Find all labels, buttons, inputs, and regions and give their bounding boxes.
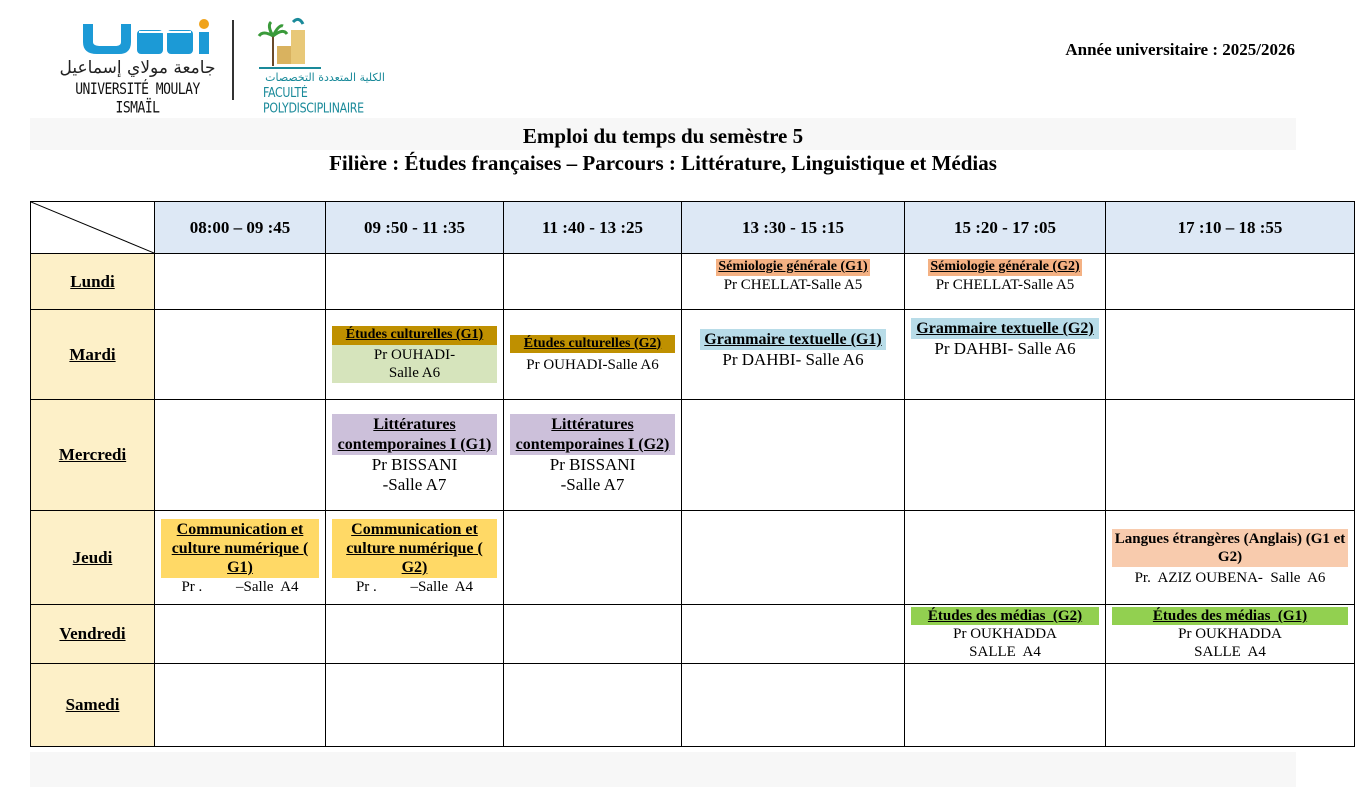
course-room: Salle A6 [388, 364, 441, 381]
day-lundi: Lundi [31, 254, 155, 310]
faculty-palm-logo-icon [255, 16, 325, 72]
course-title: Littératures contemporaines I (G1) [332, 414, 497, 454]
empty-cell [326, 254, 504, 310]
empty-cell [682, 400, 905, 511]
course-title: Communication et culture numérique ( G2) [332, 519, 497, 579]
empty-cell [1106, 310, 1355, 400]
course-professor: Pr OUKHADDA [953, 626, 1057, 642]
empty-cell [504, 605, 682, 664]
course-info: Pr . –Salle A4 [181, 579, 299, 596]
course-cell [1106, 511, 1355, 605]
course-title: Littératures contemporaines I (G2) [510, 414, 675, 454]
empty-cell [1106, 664, 1355, 747]
empty-cell [905, 664, 1106, 747]
empty-cell [326, 605, 504, 664]
empty-cell [155, 400, 326, 511]
faculty-latin-name: FACULTÉ POLYDISCIPLINAIRE [263, 85, 364, 117]
course-professor: Pr BISSANI [371, 454, 458, 474]
empty-cell [155, 254, 326, 310]
course-info: Pr OUHADI-Salle A6 [526, 357, 659, 374]
course-info: Pr DAHBI- Salle A6 [934, 339, 1076, 359]
empty-cell [326, 664, 504, 747]
empty-cell [155, 605, 326, 664]
time-slot-2: 09 :50 - 11 :35 [326, 202, 504, 254]
course-title: Études des médias (G1) [1112, 607, 1348, 625]
course-room: SALLE A4 [969, 644, 1041, 660]
course-title: Grammaire textuelle (G1) [700, 329, 885, 350]
umi-logo-icon [79, 18, 229, 58]
course-room: -Salle A7 [560, 475, 625, 495]
row-vendredi [31, 605, 1355, 664]
academic-year: Année universitaire : 2025/2026 [1065, 40, 1295, 59]
page-subtitle: Filière : Études françaises – Parcours : Littérature, Linguistique et Médias [329, 151, 997, 175]
row-lundi [31, 254, 1355, 310]
day-jeudi: Jeudi [31, 511, 155, 605]
empty-cell [905, 511, 1106, 605]
time-slot-1: 08:00 – 09 :45 [155, 202, 326, 254]
timetable [30, 201, 1355, 747]
course-cell [326, 400, 504, 511]
empty-cell [155, 310, 326, 400]
empty-cell [682, 664, 905, 747]
course-title: Langues étrangères (Anglais) (G1 et G2) [1112, 529, 1348, 567]
corner-cell [31, 202, 155, 254]
course-title: Sémiologie générale (G2) [930, 259, 1080, 274]
course-info: Pr. AZIZ OUBENA- Salle A6 [1134, 569, 1326, 586]
course-professor: Pr OUHADI- [373, 346, 456, 363]
course-room: -Salle A7 [382, 475, 447, 495]
timetable-header-row [31, 202, 1355, 254]
empty-cell [504, 511, 682, 605]
empty-cell [504, 664, 682, 747]
course-info: Pr CHELLAT-Salle A5 [935, 276, 1075, 293]
row-mercredi [31, 400, 1355, 511]
empty-cell [1106, 400, 1355, 511]
course-professor: Pr OUKHADDA [1178, 626, 1282, 642]
course-title: Études des médias (G2) [911, 607, 1099, 625]
course-title: Sémiologie générale (G1) [718, 259, 868, 274]
institution-logos [55, 16, 415, 118]
empty-cell [1106, 254, 1355, 310]
umi-latin-name: UNIVERSITÉ MOULAY ISMAÏL [75, 80, 200, 118]
umi-arabic-name: جامعة مولاي إسماعيل [59, 58, 216, 78]
course-cell [682, 254, 905, 310]
course-info: Pr . –Salle A4 [355, 579, 474, 596]
row-jeudi [31, 511, 1355, 605]
course-cell [504, 400, 682, 511]
day-mercredi: Mercredi [31, 400, 155, 511]
faculty-arabic-name: الكلية المتعددة التخصصات [265, 71, 385, 84]
course-cell [905, 310, 1106, 400]
row-samedi [31, 664, 1355, 747]
time-slot-5: 15 :20 - 17 :05 [905, 202, 1106, 254]
row-mardi [31, 310, 1355, 400]
time-slot-6: 17 :10 – 18 :55 [1106, 202, 1355, 254]
logo-divider [232, 20, 234, 100]
empty-cell [905, 400, 1106, 511]
course-info: Pr DAHBI- Salle A6 [722, 350, 864, 370]
empty-cell [155, 664, 326, 747]
course-info [332, 345, 497, 383]
course-room: SALLE A4 [1194, 644, 1266, 660]
course-cell [504, 310, 682, 400]
course-cell [326, 511, 504, 605]
course-cell [905, 254, 1106, 310]
time-slot-3: 11 :40 - 13 :25 [504, 202, 682, 254]
empty-cell [682, 511, 905, 605]
course-cell [155, 511, 326, 605]
day-mardi: Mardi [31, 310, 155, 400]
course-title: Études culturelles (G2) [510, 335, 675, 354]
course-cell [682, 310, 905, 400]
diagonal-line-icon [31, 202, 154, 253]
day-samedi: Samedi [31, 664, 155, 747]
time-slot-4: 13 :30 - 15 :15 [682, 202, 905, 254]
course-cell [326, 310, 504, 400]
empty-cell [682, 605, 905, 664]
page-title: Emploi du temps du semèstre 5 [522, 124, 804, 148]
course-title: Communication et culture numérique ( G1) [161, 519, 319, 579]
footer-band [30, 752, 1296, 787]
course-title: Grammaire textuelle (G2) [911, 318, 1099, 339]
course-professor: Pr BISSANI [549, 454, 636, 474]
empty-cell [504, 254, 682, 310]
day-vendredi: Vendredi [31, 605, 155, 664]
course-title: Études culturelles (G1) [332, 326, 497, 345]
course-cell [905, 605, 1106, 664]
course-info: Pr CHELLAT-Salle A5 [723, 276, 863, 293]
course-cell [1106, 605, 1355, 664]
